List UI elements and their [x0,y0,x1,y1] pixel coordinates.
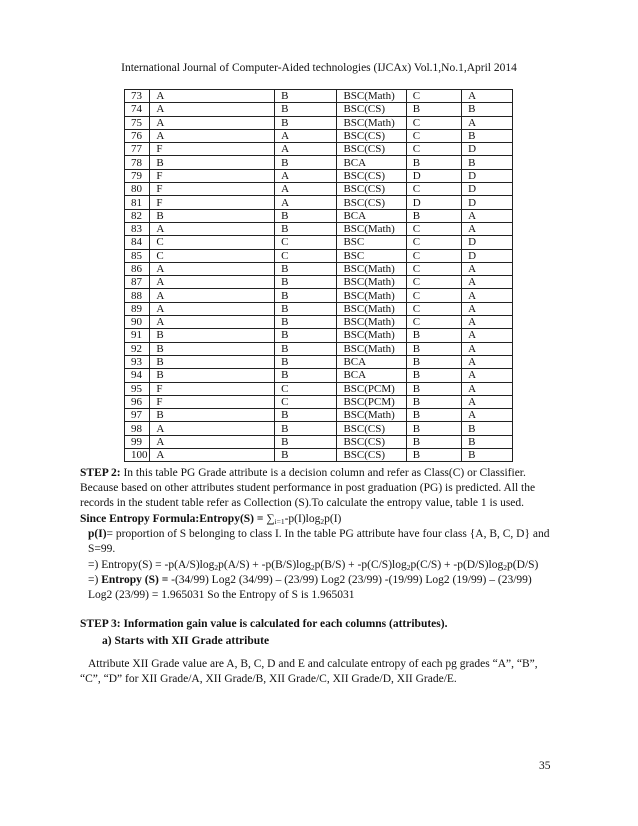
eq2-bold: Entropy (S) = [101,574,172,586]
formula-sum: ∑ [266,513,275,525]
cell-pg-grade: A [462,355,513,368]
cell-ug-grade: C [275,382,337,395]
cell-row-no: 96 [125,395,150,408]
table-row [125,382,513,395]
cell-row-no: 91 [125,329,150,342]
cell-ug-grade: B [275,449,337,462]
cell-ug-grade: C [275,236,337,249]
cell-col5: C [406,183,461,196]
cell-row-no: 97 [125,409,150,422]
cell-row-no: 83 [125,222,150,235]
table-row [125,355,513,368]
cell-pg-grade: A [462,316,513,329]
cell-row-no: 88 [125,289,150,302]
cell-ug-grade: B [275,90,337,103]
cell-col5: C [406,276,461,289]
cell-ug-grade: B [275,156,337,169]
cell-row-no: 86 [125,262,150,275]
cell-xii-grade: A [150,90,275,103]
cell-xii-grade: A [150,435,275,448]
cell-ug-grade: B [275,409,337,422]
cell-ug-grade: B [275,209,337,222]
cell-ug-grade: B [275,435,337,448]
pI-label: p(I) [88,528,107,540]
table-row [125,435,513,448]
table-row [125,369,513,382]
step2-text: In this table PG Grade attribute is a decision column and refer as Class(C) or Classifier. Because based on other attributes student performance in post graduation (PG) is predicted. All the records in the student table refer as Collection (S).To calculate the entropy value, table 1 is used. [80,467,536,509]
cell-ug-grade: B [275,316,337,329]
cell-pg-grade: A [462,409,513,422]
cell-col5: B [406,209,461,222]
cell-pg-grade: A [462,276,513,289]
cell-col5: B [406,342,461,355]
cell-pg-grade: A [462,209,513,222]
table-row [125,156,513,169]
cell-row-no: 85 [125,249,150,262]
cell-row-no: 79 [125,169,150,182]
cell-ug-grade: B [275,289,337,302]
cell-ug-course: BSC(CS) [337,169,406,182]
cell-col5: C [406,222,461,235]
cell-ug-grade: B [275,276,337,289]
cell-xii-grade: A [150,449,275,462]
cell-pg-grade: A [462,289,513,302]
table-row [125,409,513,422]
cell-ug-course: BSC [337,249,406,262]
cell-ug-course: BSC(PCM) [337,382,406,395]
table-row [125,449,513,462]
cell-xii-grade: B [150,209,275,222]
cell-ug-course: BCA [337,355,406,368]
cell-col5: C [406,316,461,329]
cell-xii-grade: F [150,143,275,156]
cell-ug-course: BSC(CS) [337,435,406,448]
table-row [125,276,513,289]
pI-text: = proportion of S belonging to class I. In the table PG attribute have four class {A, B, C, D} and S=99. [88,528,550,555]
cell-ug-grade: B [275,222,337,235]
cell-xii-grade: A [150,262,275,275]
cell-ug-course: BSC(Math) [337,316,406,329]
cell-pg-grade: A [462,302,513,315]
cell-xii-grade: B [150,329,275,342]
cell-row-no: 98 [125,422,150,435]
table-row [125,116,513,129]
cell-pg-grade: A [462,262,513,275]
cell-ug-course: BSC(Math) [337,222,406,235]
table-row [125,329,513,342]
cell-xii-grade: A [150,129,275,142]
cell-col5: B [406,369,461,382]
cell-pg-grade: A [462,395,513,408]
cell-xii-grade: A [150,103,275,116]
cell-xii-grade: B [150,355,275,368]
cell-row-no: 82 [125,209,150,222]
cell-ug-course: BSC(Math) [337,289,406,302]
eq1-sub-3: 2 [406,563,411,572]
cell-ug-course: BSC(Math) [337,342,406,355]
cell-ug-grade: A [275,129,337,142]
entropy-formula [80,512,558,527]
table-row [125,222,513,235]
cell-ug-course: BCA [337,369,406,382]
cell-ug-grade: C [275,395,337,408]
cell-ug-grade: B [275,103,337,116]
formula-log-base: 2 [320,517,325,526]
cell-pg-grade: A [462,329,513,342]
cell-row-no: 78 [125,156,150,169]
cell-xii-grade: A [150,316,275,329]
cell-col5: B [406,395,461,408]
cell-ug-course: BSC(Math) [337,276,406,289]
cell-col5: B [406,422,461,435]
cell-col5: D [406,169,461,182]
cell-pg-grade: B [462,129,513,142]
step3-subheading-text: a) Starts with XII Grade attribute [102,635,270,647]
cell-ug-grade: B [275,422,337,435]
cell-pg-grade: B [462,435,513,448]
cell-ug-course: BSC(Math) [337,409,406,422]
step3-heading [80,617,558,632]
cell-row-no: 94 [125,369,150,382]
cell-pg-grade: D [462,196,513,209]
cell-ug-course: BSC(CS) [337,129,406,142]
eq1-part-c: p(B/S) + -p(C/S)log [314,559,407,571]
cell-ug-grade: B [275,262,337,275]
cell-xii-grade: B [150,342,275,355]
cell-row-no: 95 [125,382,150,395]
cell-pg-grade: B [462,156,513,169]
formula-label: Since Entropy Formula:Entropy(S) = [80,513,267,525]
entropy-result [80,573,558,603]
cell-ug-grade: B [275,355,337,368]
cell-ug-course: BCA [337,209,406,222]
eq1-part-d: p(C/S) + -p(D/S)log [410,559,504,571]
cell-xii-grade: C [150,249,275,262]
cell-col5: C [406,90,461,103]
cell-ug-grade: C [275,249,337,262]
formula-rest: -p(I)log [284,513,321,525]
table-row [125,289,513,302]
cell-xii-grade: A [150,276,275,289]
cell-ug-course: BSC(CS) [337,183,406,196]
eq1-part-e: p(D/S) [506,559,539,571]
cell-col5: B [406,103,461,116]
student-records-table [124,89,513,462]
cell-col5: B [406,156,461,169]
cell-pg-grade: B [462,449,513,462]
eq1-sub-2: 2 [310,563,315,572]
cell-pg-grade: A [462,116,513,129]
cell-ug-course: BSC(PCM) [337,395,406,408]
table-row [125,209,513,222]
cell-ug-course: BSC(CS) [337,103,406,116]
cell-col5: C [406,289,461,302]
cell-col5: C [406,302,461,315]
cell-col5: C [406,129,461,142]
cell-ug-grade: B [275,369,337,382]
step3-subheading [102,634,580,649]
cell-xii-grade: C [150,236,275,249]
cell-col5: C [406,116,461,129]
eq2-prefix: =) [88,574,102,586]
pI-definition [80,527,558,557]
cell-row-no: 75 [125,116,150,129]
cell-row-no: 99 [125,435,150,448]
cell-ug-course: BSC(Math) [337,329,406,342]
cell-col5: D [406,196,461,209]
table-row [125,236,513,249]
table-row [125,395,513,408]
step2-label: STEP 2: [80,467,121,479]
cell-pg-grade: B [462,422,513,435]
cell-xii-grade: B [150,369,275,382]
cell-row-no: 93 [125,355,150,368]
cell-ug-grade: B [275,116,337,129]
table-row [125,196,513,209]
cell-row-no: 87 [125,276,150,289]
cell-ug-course: BSC(CS) [337,449,406,462]
cell-xii-grade: A [150,302,275,315]
cell-ug-course: BSC(CS) [337,422,406,435]
cell-col5: B [406,355,461,368]
cell-row-no: 90 [125,316,150,329]
cell-pg-grade: D [462,169,513,182]
table-row [125,316,513,329]
cell-xii-grade: F [150,196,275,209]
cell-row-no: 80 [125,183,150,196]
cell-pg-grade: B [462,103,513,116]
cell-col5: B [406,382,461,395]
table-row [125,262,513,275]
table-row [125,129,513,142]
eq2-rest: -(34/99) Log2 (34/99) – (23/99) Log2 (23/99) -(19/99) Log2 (19/99) – (23/99) Log2 (23/99) = 1.965031 So the Entropy of S is 1.965031 [88,574,532,601]
step3-heading-text: STEP 3: Information gain value is calculated for each columns (attributes). [80,618,448,630]
cell-pg-grade: A [462,222,513,235]
cell-pg-grade: A [462,90,513,103]
cell-ug-grade: B [275,302,337,315]
cell-ug-grade: A [275,183,337,196]
cell-ug-course: BSC(CS) [337,196,406,209]
cell-col5: B [406,329,461,342]
cell-pg-grade: A [462,369,513,382]
eq1-part-a: =) Entropy(S) = -p(A/S)log [88,559,215,571]
cell-pg-grade: A [462,382,513,395]
cell-pg-grade: D [462,236,513,249]
cell-col5: B [406,435,461,448]
cell-xii-grade: A [150,222,275,235]
cell-pg-grade: D [462,143,513,156]
cell-row-no: 92 [125,342,150,355]
table-row [125,342,513,355]
table-row [125,103,513,116]
cell-xii-grade: B [150,409,275,422]
cell-pg-grade: A [462,342,513,355]
cell-pg-grade: D [462,183,513,196]
table-body [125,90,513,462]
cell-ug-course: BCA [337,156,406,169]
cell-xii-grade: F [150,382,275,395]
cell-row-no: 76 [125,129,150,142]
cell-row-no: 100 [125,449,150,462]
cell-ug-course: BSC(Math) [337,116,406,129]
cell-ug-grade: B [275,329,337,342]
page-number: 35 [539,760,551,772]
cell-col5: C [406,262,461,275]
cell-row-no: 81 [125,196,150,209]
cell-row-no: 84 [125,236,150,249]
cell-ug-grade: A [275,169,337,182]
cell-xii-grade: F [150,395,275,408]
cell-ug-grade: A [275,143,337,156]
cell-ug-course: BSC [337,236,406,249]
eq1-part-b: p(A/S) + -p(B/S)log [218,559,311,571]
cell-xii-grade: B [150,156,275,169]
cell-col5: B [406,449,461,462]
cell-row-no: 89 [125,302,150,315]
cell-row-no: 77 [125,143,150,156]
table-row [125,90,513,103]
table-row [125,183,513,196]
cell-ug-grade: A [275,196,337,209]
cell-ug-grade: B [275,342,337,355]
eq1-sub-4: 2 [503,563,507,572]
cell-ug-course: BSC(Math) [337,302,406,315]
table-row [125,249,513,262]
cell-xii-grade: F [150,183,275,196]
cell-col5: C [406,143,461,156]
cell-ug-course: BSC(Math) [337,90,406,103]
cell-xii-grade: A [150,116,275,129]
cell-xii-grade: F [150,169,275,182]
step3-paragraph: Attribute XII Grade value are A, B, C, D and E and calculate entropy of each pg grades “A”, “B”, “C”, “D” for XII Grade/A, XII Grade/B, XII Grade/C, XII Grade/D, XII Grade/E. [80,658,538,685]
cell-ug-course: BSC(CS) [337,143,406,156]
table-row [125,422,513,435]
step2-paragraph [80,466,558,511]
entropy-expansion [80,558,558,573]
table-row [125,169,513,182]
eq1-sub-1: 2 [214,563,219,572]
formula-sub: i=1 [274,517,285,526]
cell-col5: C [406,249,461,262]
cell-row-no: 73 [125,90,150,103]
table-row [125,302,513,315]
cell-col5: C [406,236,461,249]
cell-xii-grade: A [150,289,275,302]
cell-ug-course: BSC(Math) [337,262,406,275]
table-row [125,143,513,156]
cell-row-no: 74 [125,103,150,116]
formula-end: p(I) [324,513,342,525]
cell-col5: B [406,409,461,422]
journal-header: International Journal of Computer-Aided technologies (IJCAx) Vol.1,No.1,April 2014 [121,62,517,74]
cell-pg-grade: D [462,249,513,262]
cell-xii-grade: A [150,422,275,435]
